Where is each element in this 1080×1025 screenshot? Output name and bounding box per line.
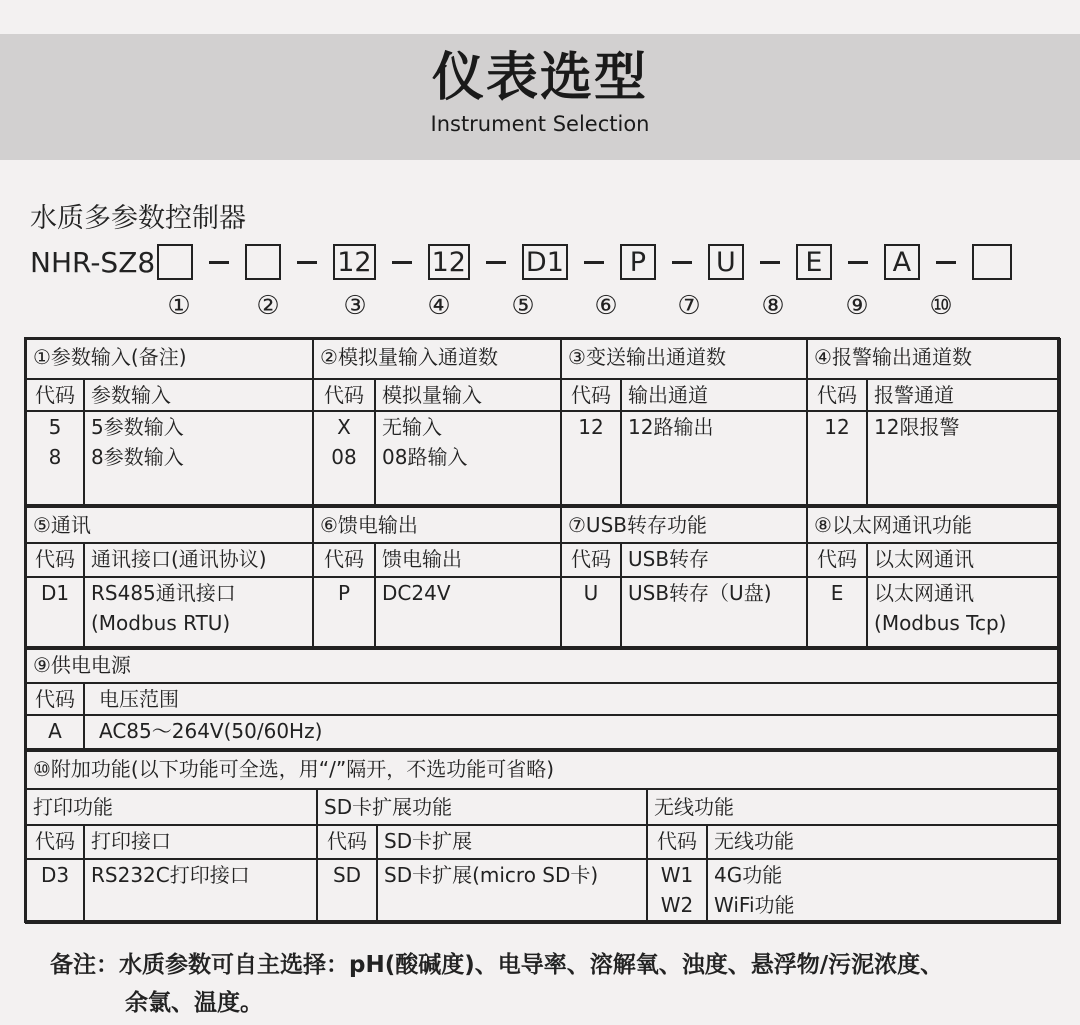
model-code <box>30 242 1012 282</box>
code-cell <box>313 411 375 505</box>
desc-value: 08路输入 <box>382 445 468 469</box>
wireless-title: 无线功能 <box>647 789 1060 825</box>
index-9: ⑨ <box>845 291 869 321</box>
model-box-8: E <box>796 244 832 280</box>
col-code-header: 代码 <box>26 379 84 411</box>
model-dash <box>848 261 868 264</box>
section-10-title: ⑩附加功能(以下功能可全选，用“/”隔开，不选功能可省略) <box>26 751 1060 789</box>
desc-value: AC85～264V(50/60Hz) <box>84 715 1060 749</box>
desc-value: 8参数输入 <box>91 445 184 469</box>
desc-cell <box>867 577 1060 649</box>
col-desc-header: 报警通道 <box>867 379 1060 411</box>
desc-value: 无输入 <box>382 415 443 439</box>
spec-table-5-8 <box>25 506 1061 650</box>
code-value: 08 <box>331 445 357 469</box>
section-5-title: ⑤通讯 <box>26 507 313 543</box>
code-value: 8 <box>48 445 62 469</box>
section-2-title: ②模拟量输入通道数 <box>313 339 561 379</box>
code-value: X <box>337 415 351 439</box>
spec-table-10 <box>25 750 1061 924</box>
section-9-title: ⑨供电电源 <box>26 647 1060 683</box>
print-title: 打印功能 <box>26 789 317 825</box>
code-value: 12 <box>578 415 604 439</box>
model-box-1 <box>157 244 193 280</box>
col-code-header: 代码 <box>26 543 84 577</box>
desc-cell <box>375 411 561 505</box>
desc-cell <box>84 859 317 923</box>
code-value: W1 <box>660 863 694 887</box>
note-line-2: 余氯、温度。 <box>125 990 263 1016</box>
code-cell <box>647 859 707 923</box>
col-code-header: 代码 <box>561 543 621 577</box>
model-box-10 <box>972 244 1012 280</box>
code-value: 5 <box>48 415 62 439</box>
desc-value: USB转存（U盘) <box>628 581 772 605</box>
desc-cell <box>867 411 1060 505</box>
model-dash <box>392 261 412 264</box>
desc-value: 5参数输入 <box>91 415 184 439</box>
code-value: W2 <box>660 893 694 917</box>
model-dash <box>209 261 229 264</box>
code-cell <box>26 411 84 505</box>
code-cell <box>561 411 621 505</box>
col-desc-header: 馈电输出 <box>375 543 561 577</box>
spec-table-1-4 <box>25 338 1061 506</box>
desc-value: RS485通讯接口 <box>91 581 236 605</box>
desc-cell <box>84 577 313 649</box>
desc-value: SD卡扩展(micro SD卡) <box>384 863 599 887</box>
desc-cell <box>377 859 647 923</box>
model-box-5: D1 <box>522 244 568 280</box>
desc-value: 12限报警 <box>874 415 960 439</box>
col-desc-header: 参数输入 <box>84 379 313 411</box>
index-3: ③ <box>343 291 367 321</box>
model-dash <box>486 261 506 264</box>
model-box-7: U <box>708 244 744 280</box>
model-dash <box>297 261 317 264</box>
index-7: ⑦ <box>677 291 701 321</box>
code-value: A <box>26 715 84 749</box>
section-8-title: ⑧以太网通讯功能 <box>807 507 1060 543</box>
code-cell <box>561 577 621 649</box>
col-code-header: 代码 <box>317 825 377 859</box>
col-desc-header: SD卡扩展 <box>377 825 647 859</box>
model-dash <box>936 261 956 264</box>
col-desc-header: 电压范围 <box>84 683 1060 715</box>
col-code-header: 代码 <box>561 379 621 411</box>
sd-title: SD卡扩展功能 <box>317 789 647 825</box>
code-cell <box>807 411 867 505</box>
code-cell <box>26 577 84 649</box>
section-7-title: ⑦USB转存功能 <box>561 507 807 543</box>
desc-value: (Modbus RTU) <box>91 611 231 635</box>
code-cell <box>26 859 84 923</box>
desc-cell <box>84 411 313 505</box>
model-box-6: P <box>620 244 656 280</box>
desc-cell <box>375 577 561 649</box>
model-dash <box>760 261 780 264</box>
code-value: E <box>830 581 844 605</box>
index-1: ① <box>167 291 191 321</box>
index-4: ④ <box>427 291 451 321</box>
col-code-header: 代码 <box>807 543 867 577</box>
col-code-header: 代码 <box>313 543 375 577</box>
code-value: P <box>337 581 351 605</box>
desc-cell <box>621 577 807 649</box>
desc-value: RS232C打印接口 <box>91 863 250 887</box>
col-desc-header: 打印接口 <box>84 825 317 859</box>
index-2: ② <box>256 291 280 321</box>
model-box-2 <box>245 244 281 280</box>
code-cell <box>807 577 867 649</box>
desc-value: (Modbus Tcp) <box>874 611 1007 635</box>
desc-value: 12路输出 <box>628 415 714 439</box>
code-cell <box>317 859 377 923</box>
desc-cell <box>707 859 1060 923</box>
model-dash <box>584 261 604 264</box>
col-code-header: 代码 <box>807 379 867 411</box>
col-code-header: 代码 <box>26 825 84 859</box>
desc-value: WiFi功能 <box>714 893 795 917</box>
col-desc-header: 通讯接口(通讯协议) <box>84 543 313 577</box>
col-code-header: 代码 <box>26 683 84 715</box>
desc-value: 以太网通讯 <box>874 581 975 605</box>
section-4-title: ④报警输出通道数 <box>807 339 1060 379</box>
note-line-1: 备注：水质参数可自主选择：pH(酸碱度)、电导率、溶解氧、浊度、悬浮物/污泥浓度、 <box>50 952 944 978</box>
section-3-title: ③变送输出通道数 <box>561 339 807 379</box>
code-value: SD <box>332 863 362 887</box>
col-desc-header: 以太网通讯 <box>867 543 1060 577</box>
index-6: ⑥ <box>594 291 618 321</box>
col-desc-header: 无线功能 <box>707 825 1060 859</box>
code-value: D1 <box>40 581 70 605</box>
model-dash <box>672 261 692 264</box>
col-desc-header: 模拟量输入 <box>375 379 561 411</box>
col-code-header: 代码 <box>647 825 707 859</box>
section-6-title: ⑥馈电输出 <box>313 507 561 543</box>
section-1-title: ①参数输入(备注) <box>26 339 313 379</box>
index-8: ⑧ <box>761 291 785 321</box>
product-name: 水质多参数控制器 <box>30 203 246 234</box>
code-value: U <box>583 581 599 605</box>
code-value: 12 <box>824 415 850 439</box>
desc-value: 4G功能 <box>714 863 783 887</box>
model-box-4: 12 <box>428 244 470 280</box>
spec-table-9 <box>25 646 1061 750</box>
desc-value: DC24V <box>382 581 451 605</box>
index-10: ⑩ <box>929 291 953 321</box>
col-desc-header: USB转存 <box>621 543 807 577</box>
code-cell <box>313 577 375 649</box>
page-title: 仪表选型 <box>431 48 648 108</box>
col-desc-header: 输出通道 <box>621 379 807 411</box>
desc-cell <box>621 411 807 505</box>
model-box-9: A <box>884 244 920 280</box>
model-box-3: 12 <box>333 244 375 280</box>
index-5: ⑤ <box>511 291 535 321</box>
model-prefix: NHR-SZ8 <box>30 245 156 279</box>
page-subtitle: Instrument Selection <box>430 112 650 136</box>
col-code-header: 代码 <box>313 379 375 411</box>
code-value: D3 <box>40 863 70 887</box>
